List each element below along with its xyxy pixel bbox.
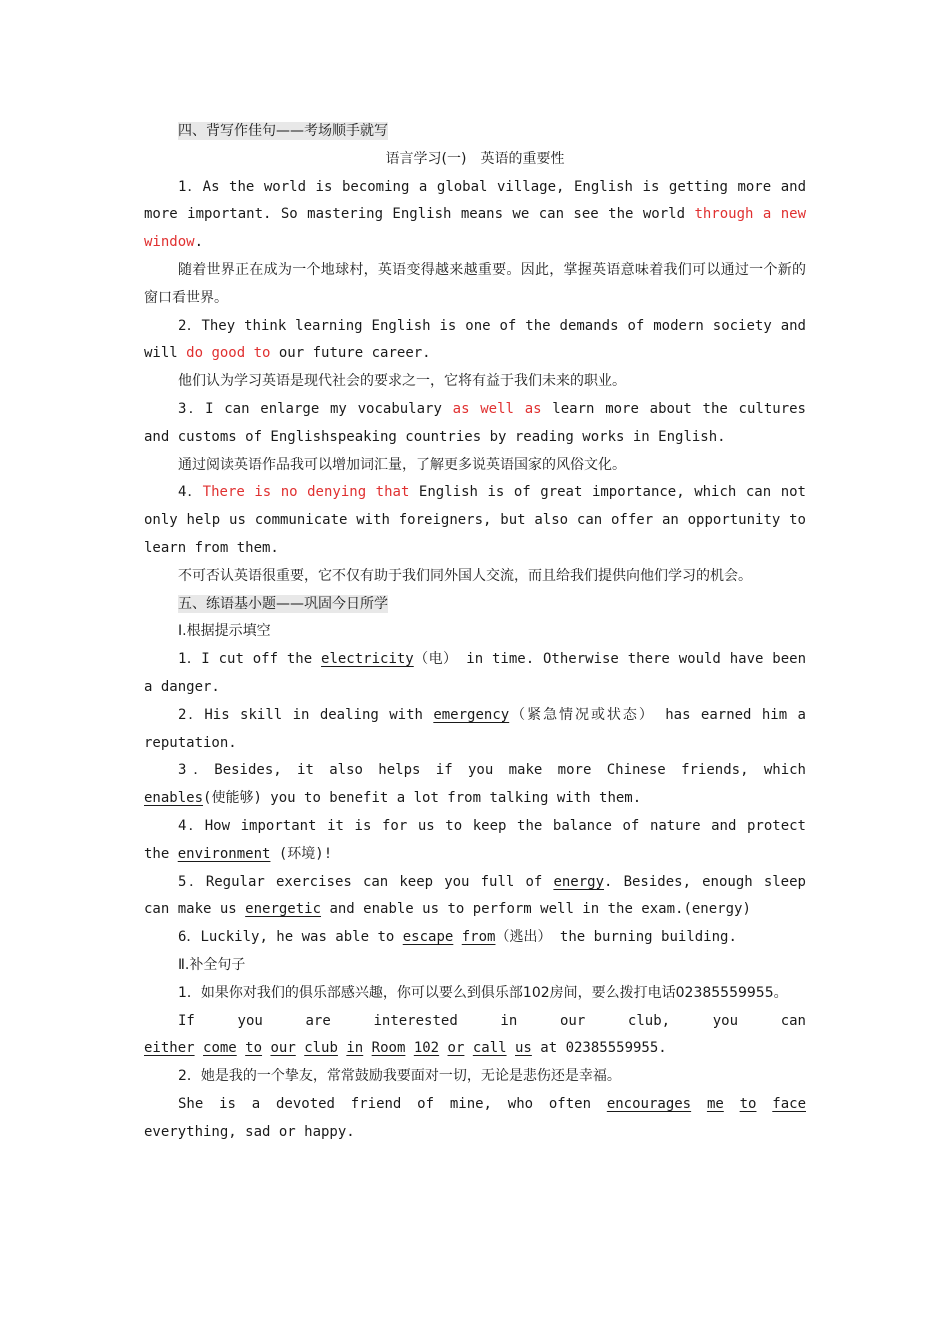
highlight-phrase: as well as [452,400,542,417]
answer-blank: escape [402,929,454,946]
section-heading-4: 四、背写作佳句——考场顺手就写 [178,123,388,139]
answer-words [144,1040,532,1056]
section-subtitle: 语言学习(一) 英语的重要性 [385,150,565,167]
sentence-3-cn: 通过阅读英语作品我可以增加词汇量，了解更多说英语国家的风俗文化。 [178,456,626,473]
answer-blank: energetic [245,901,322,918]
answer-blank: enables [144,790,204,807]
answer-word: come [203,1040,237,1057]
answer-blank: from [461,929,496,946]
answer-word: to [739,1095,757,1112]
completion-2-en-line2: everything, sad or happy. [144,1123,355,1140]
sentence-4-cn: 不可否认英语很重要，它不仅有助于我们同外国人交流，而且给我们提供向他们学习的机会。 [178,567,752,584]
highlight-phrase: do good to [186,345,271,362]
answer-blank: emergency [433,706,510,723]
exercise-4: 4．How important it is for us to keep the balance of nature and protect the environment (环境)! [144,817,806,862]
answer-word: in [346,1040,364,1057]
answer-word: Room [371,1040,406,1057]
exercise-2: 2．His skill in dealing with emergency（紧急情况或状态） has earned him a reputation. [144,706,806,751]
answer-blank: environment [177,845,271,862]
sentence-4-en: 4．There is no denying that English is of great importance, which can not only help us communicate with foreigners, but also can offer an opportunity to learn from them. [144,484,806,556]
answer-word: us [515,1040,532,1057]
document-page [144,118,806,1146]
part-1-title: Ⅰ.根据提示填空 [178,623,271,640]
answer-word: call [472,1040,507,1057]
sentence-2-en: 2．They think learning English is one of the demands of modern society and will do good to our future career. [144,317,806,362]
completion-1-cn: 1．如果你对我们的俱乐部感兴趣，你可以要么到俱乐部102房间，要么拨打电话02385559955。 [178,984,788,1001]
sentence-1-cn: 随着世界正在成为一个地球村，英语变得越来越重要。因此，掌握英语意味着我们可以通过一个新的窗口看世界。 [144,261,806,306]
answer-word: club [304,1040,338,1057]
answer-word: our [270,1040,296,1057]
sentence-3-en: 3．I can enlarge my vocabulary as well as learn more about the cultures and customs of Englishspeaking countries by reading works in English. [144,400,806,445]
exercise-1: 1．I cut off the electricity（电） in time. Otherwise there would have been a danger. [144,651,807,695]
answer-word: face [772,1095,806,1112]
answer-words [607,1096,806,1112]
answer-word: or [447,1040,465,1057]
exercise-6: 6．Luckily, he was able to escape from（逃出） the burning building. [178,929,737,946]
highlight-phrase: through a new window [144,206,807,251]
section-heading-5: 五、练语基小题——巩固今日所学 [178,595,388,612]
sentence-2-cn: 他们认为学习英语是现代社会的要求之一，它将有益于我们未来的职业。 [178,373,626,390]
completion-2-en-line1: She is a devoted friend of mine, who often encourages me to face [178,1095,806,1112]
part-2-title: Ⅱ.补全句子 [178,956,246,973]
answer-word: either [144,1040,195,1057]
answer-word: to [245,1040,263,1057]
exercise-3: 3．Besides, it also helps if you make more Chinese friends, which enables(使能够) you to benefit a lot from talking with them. [144,762,806,807]
highlight-phrase: There is no denying that [202,484,410,501]
answer-word: me [706,1095,724,1112]
sentence-1-en: 1．As the world is becoming a global village, English is getting more and more important. So mastering English means we can see the world through a new window. [144,178,807,251]
answer-word: encourages [606,1095,692,1112]
answer-blank: energy [553,873,605,890]
exercise-5: 5．Regular exercises can keep you full of energy. Besides, enough sleep can make us energetic and enable us to perform well in the exam.(energy) [144,873,806,918]
completion-2-cn: 2．她是我的一个挚友，常常鼓励我要面对一切，无论是悲伤还是幸福。 [178,1068,621,1085]
completion-1-en-line1: If you are interested in our club, you can [178,1012,806,1029]
completion-1-en-line2: either come to our club in Room 102 or call us at 02385559955. [144,1040,667,1057]
answer-word: 102 [413,1040,440,1057]
answer-blank: electricity [321,651,414,668]
